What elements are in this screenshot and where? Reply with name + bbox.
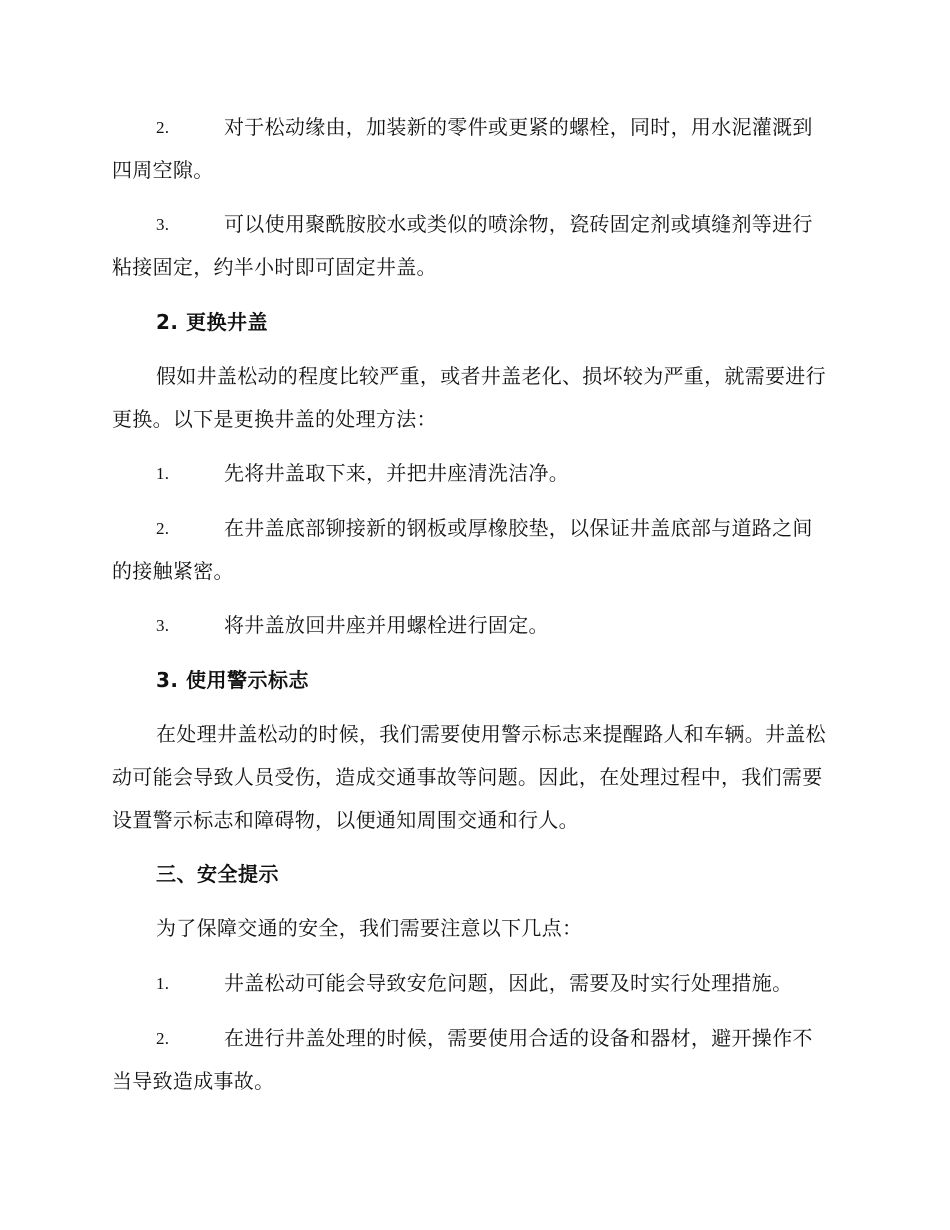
list-item [112, 106, 832, 192]
list-item-number: 2. [156, 1029, 170, 1048]
list-item-text: 在井盖底部铆接新的钢板或厚橡胶垫，以保证井盖底部与道路之间的接触紧密。 [112, 516, 813, 583]
list-item [112, 452, 832, 495]
list-item-number: 1. [156, 464, 170, 483]
list-item-text: 井盖松动可能会导致安危问题，因此，需要及时实行处理措施。 [224, 971, 793, 995]
list-item [112, 1017, 832, 1103]
list-item-text: 对于松动缘由，加装新的零件或更紧的螺栓，同时，用水泥灌溉到四周空隙。 [112, 115, 813, 182]
section-heading: 三、安全提示 [156, 862, 279, 886]
list-item-number: 3. [156, 616, 170, 635]
list-item-number: 2. [156, 519, 170, 538]
list-item-number: 2. [156, 118, 170, 137]
list-item [112, 962, 832, 1005]
section-heading: 3. 使用警示标志 [156, 668, 309, 692]
list-item-text: 可以使用聚酰胺胶水或类似的喷涂物，瓷砖固定剂或填缝剂等进行粘接固定，约半小时即可固定井盖。 [112, 212, 813, 279]
list-item [112, 604, 832, 647]
list-item-text: 在进行井盖处理的时候，需要使用合适的设备和器材，避开操作不当导致造成事故。 [112, 1026, 813, 1093]
list-item [112, 507, 832, 593]
section-heading: 2. 更换井盖 [156, 310, 268, 334]
paragraph: 为了保障交通的安全，我们需要注意以下几点： [156, 916, 583, 940]
list-item-number: 3. [156, 215, 170, 234]
paragraph: 在处理井盖松动的时候，我们需要使用警示标志来提醒路人和车辆。井盖松动可能会导致人员受伤，造成交通事故等问题。因此，在处理过程中，我们需要设置警示标志和障碍物，以便通知周围交通和行人。 [112, 722, 826, 832]
paragraph: 假如井盖松动的程度比较严重，或者井盖老化、损坏较为严重，就需要进行更换。以下是更换井盖的处理方法： [112, 364, 826, 431]
list-item-text: 将井盖放回井座并用螺栓进行固定。 [224, 613, 549, 637]
list-item-number: 1. [156, 974, 170, 993]
list-item-text: 先将井盖取下来，并把井座清洗洁净。 [224, 461, 570, 485]
list-item [112, 203, 832, 289]
